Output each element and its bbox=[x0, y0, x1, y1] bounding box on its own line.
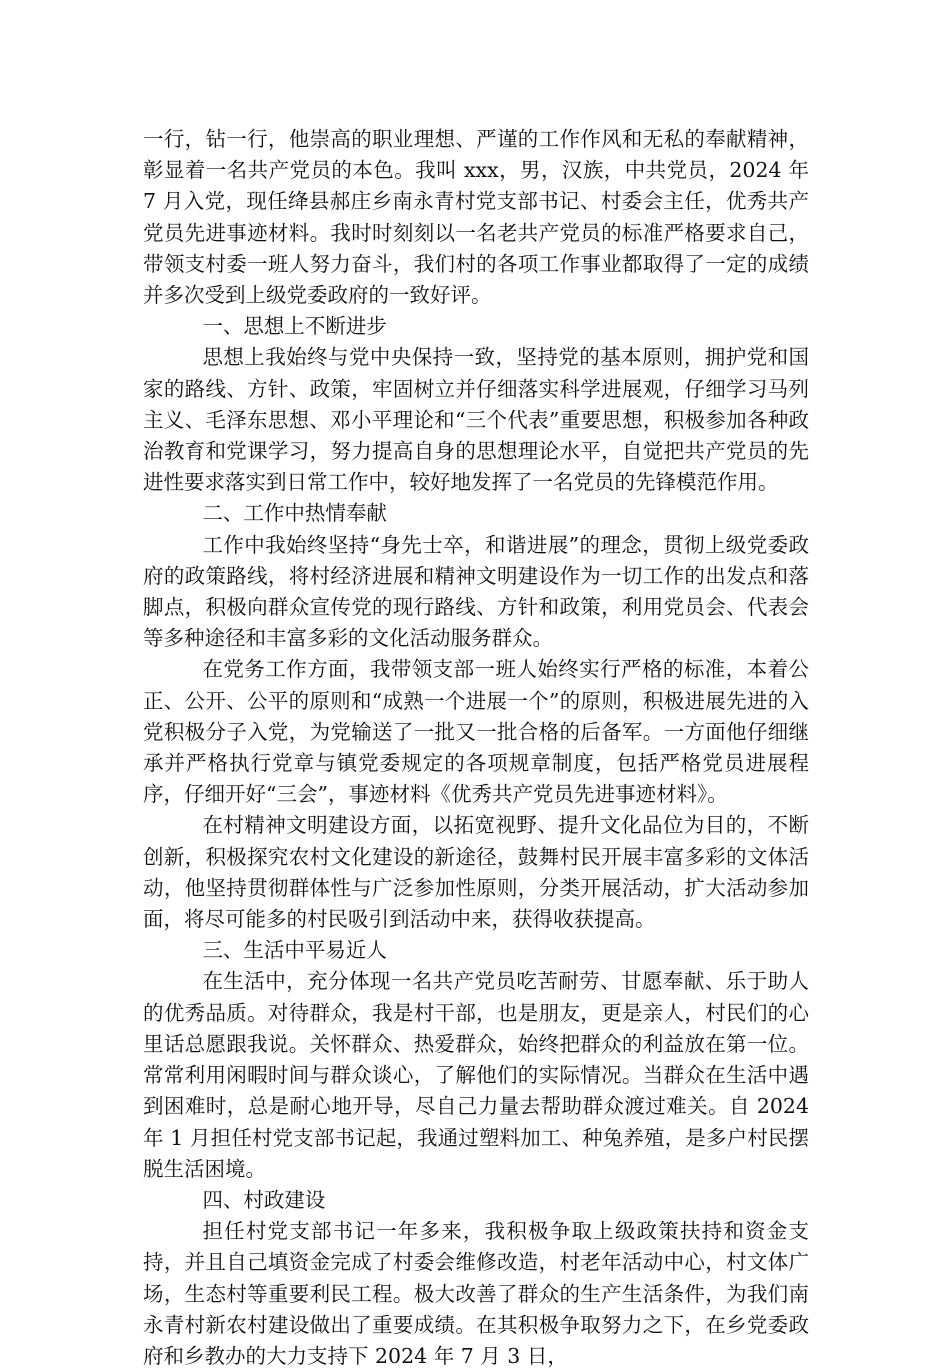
body-paragraph: 在党务工作方面，我带领支部一班人始终实行严格的标准，本着公正、公开、公平的原则和“成熟一个进展一个”的原则，积极进展先进的入党积极分子入党，为党输送了一批又一批合格的后备军。一方面他仔细继承并严格执行党章与镇党委规定的各项规章制度，包括严格党员进展程序，仔细开好“三会”，事迹材料《优秀共产党员先进事迹材料》。 bbox=[143, 657, 809, 807]
body-paragraph: 思想上我始终与党中央保持一致，坚持党的基本原则，拥护党和国家的路线、方针、政策，牢固树立并仔细落实科学进展观，仔细学习马列主义、毛泽东思想、邓小平理论和“三个代表”重要思想，积极参加各种政治教育和党课学习，努力提高自身的思想理论水平，自觉把共产党员的先进性要求落实到日常工作中，较好地发挥了一名党员的先锋模范作用。 bbox=[143, 345, 809, 495]
body-paragraph: 在生活中，充分体现一名共产党员吃苦耐劳、甘愿奉献、乐于助人的优秀品质。对待群众，我是村干部，也是朋友，更是亲人，村民们的心里话总愿跟我说。关怀群众、热爱群众，始终把群众的利益放在第一位。常常利用闲暇时间与群众谈心，了解他们的实际情况。当群众在生活中遇到困难时，总是耐心地开导，尽自己力量去帮助群众渡过难关。自 2024 年 1 月担任村党支部书记起，我通过塑料加工、种兔养殖，是多户村民摆脱生活困境。 bbox=[143, 969, 809, 1181]
body-paragraph: 在村精神文明建设方面，以拓宽视野、提升文化品位为目的，不断创新，积极探究农村文化建设的新途径，鼓舞村民开展丰富多彩的文体活动，他坚持贯彻群体性与广泛参加性原则，分类开展活动，扩大活动参加面，将尽可能多的村民吸引到活动中来，获得收获提高。 bbox=[143, 813, 809, 932]
intro-paragraph: 一行，钻一行，他崇高的职业理想、严谨的工作作风和无私的奉献精神，彰显着一名共产党员的本色。我叫 xxx，男，汉族，中共党员，2024 年 7 月入党，现任绛县郝庄乡南永青村党支部书记、村委会主任，优秀共产党员先进事迹材料。我时时刻刻以一名老共产党员的标准严格要求自己，带领支村委一班人努力奋斗，我们村的各项工作事业都取得了一定的成绩并多次受到上级党委政府的一致好评。 bbox=[143, 127, 809, 308]
document-page bbox=[143, 124, 809, 1372]
section-heading-4: 四、村政建设 bbox=[202, 1187, 326, 1212]
section-heading-2: 二、工作中热情奉献 bbox=[202, 501, 387, 526]
body-paragraph: 工作中我始终坚持“身先士卒，和谐进展”的理念，贯彻上级党委政府的政策路线，将村经济进展和精神文明建设作为一切工作的出发点和落脚点，积极向群众宣传党的现行路线、方针和政策，利用党员会、代表会等多种途径和丰富多彩的文化活动服务群众。 bbox=[143, 532, 809, 651]
body-paragraph: 担任村党支部书记一年多来，我积极争取上级政策扶持和资金支持，并且自己填资金完成了村委会维修改造，村老年活动中心，村文体广场，生态村等重要利民工程。极大改善了群众的生产生活条件，为我们南永青村新农村建设做出了重要成绩。在其积极争取努力之下，在乡党委政府和乡教办的大力支持下 2024 年 7 月 3 日， bbox=[143, 1219, 809, 1368]
section-heading-1: 一、思想上不断进步 bbox=[202, 314, 387, 339]
section-heading-3: 三、生活中平易近人 bbox=[202, 938, 387, 963]
